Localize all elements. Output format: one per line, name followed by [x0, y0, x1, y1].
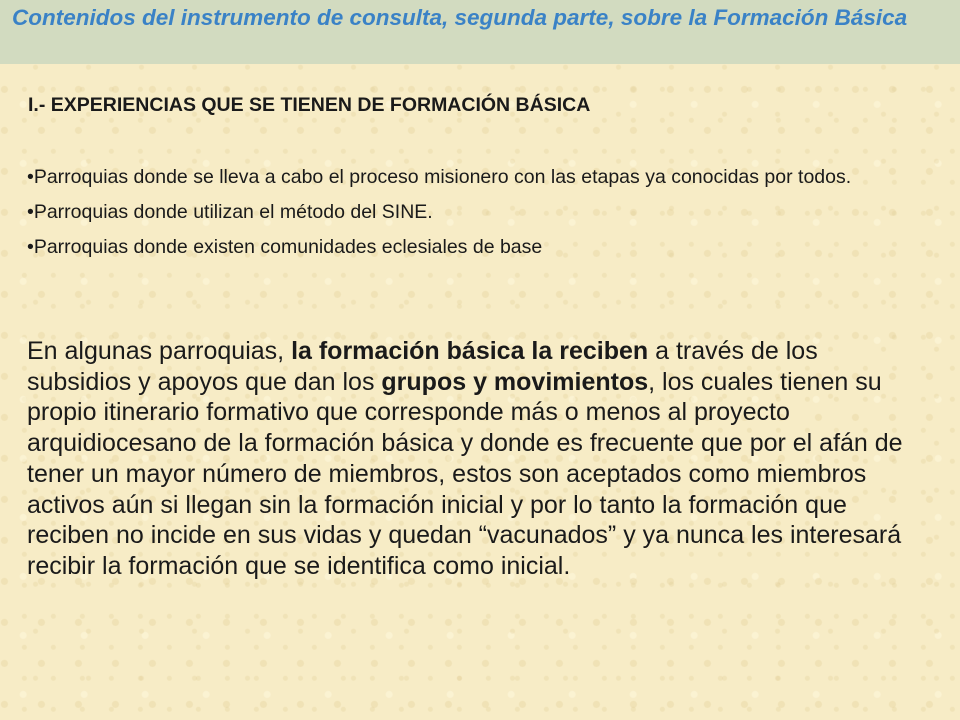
title-bar: [0, 0, 960, 64]
bullet-item: •Parroquias donde utilizan el método del SINE.: [27, 201, 433, 223]
bullet-item: •Parroquias donde se lleva a cabo el proceso misionero con las etapas ya conocidas por todos.: [27, 166, 852, 188]
slide-title: Contenidos del instrumento de consulta, segunda parte, sobre la Formación Básica: [12, 5, 908, 30]
paragraph-text: , los cuales tienen su propio itinerario formativo que corresponde más o menos al proyecto arquidiocesano de la formación básica y donde es frecuente que por el afán de tener un mayor número de miembros, estos son aceptados como miembros activos aún si llegan sin la formación inicial y por lo tanto la formación que reciben no incide en sus vidas y quedan “vacunados” y ya nunca les interesará recibir la formación que se identifica como inicial.: [27, 367, 903, 580]
bullet-item: •Parroquias donde existen comunidades eclesiales de base: [27, 236, 543, 258]
paragraph-text: En algunas parroquias,: [27, 337, 292, 365]
paragraph-bold-text: grupos y movimientos: [381, 367, 649, 396]
body-paragraph: [27, 336, 927, 582]
paragraph-text: a través de los subsidios y apoyos que dan los: [27, 337, 818, 396]
paragraph-bold-text: la formación básica la reciben: [291, 337, 649, 365]
section-heading: I.- EXPERIENCIAS QUE SE TIENEN DE FORMACIÓN BÁSICA: [28, 94, 591, 116]
bullet-list: [27, 165, 927, 270]
